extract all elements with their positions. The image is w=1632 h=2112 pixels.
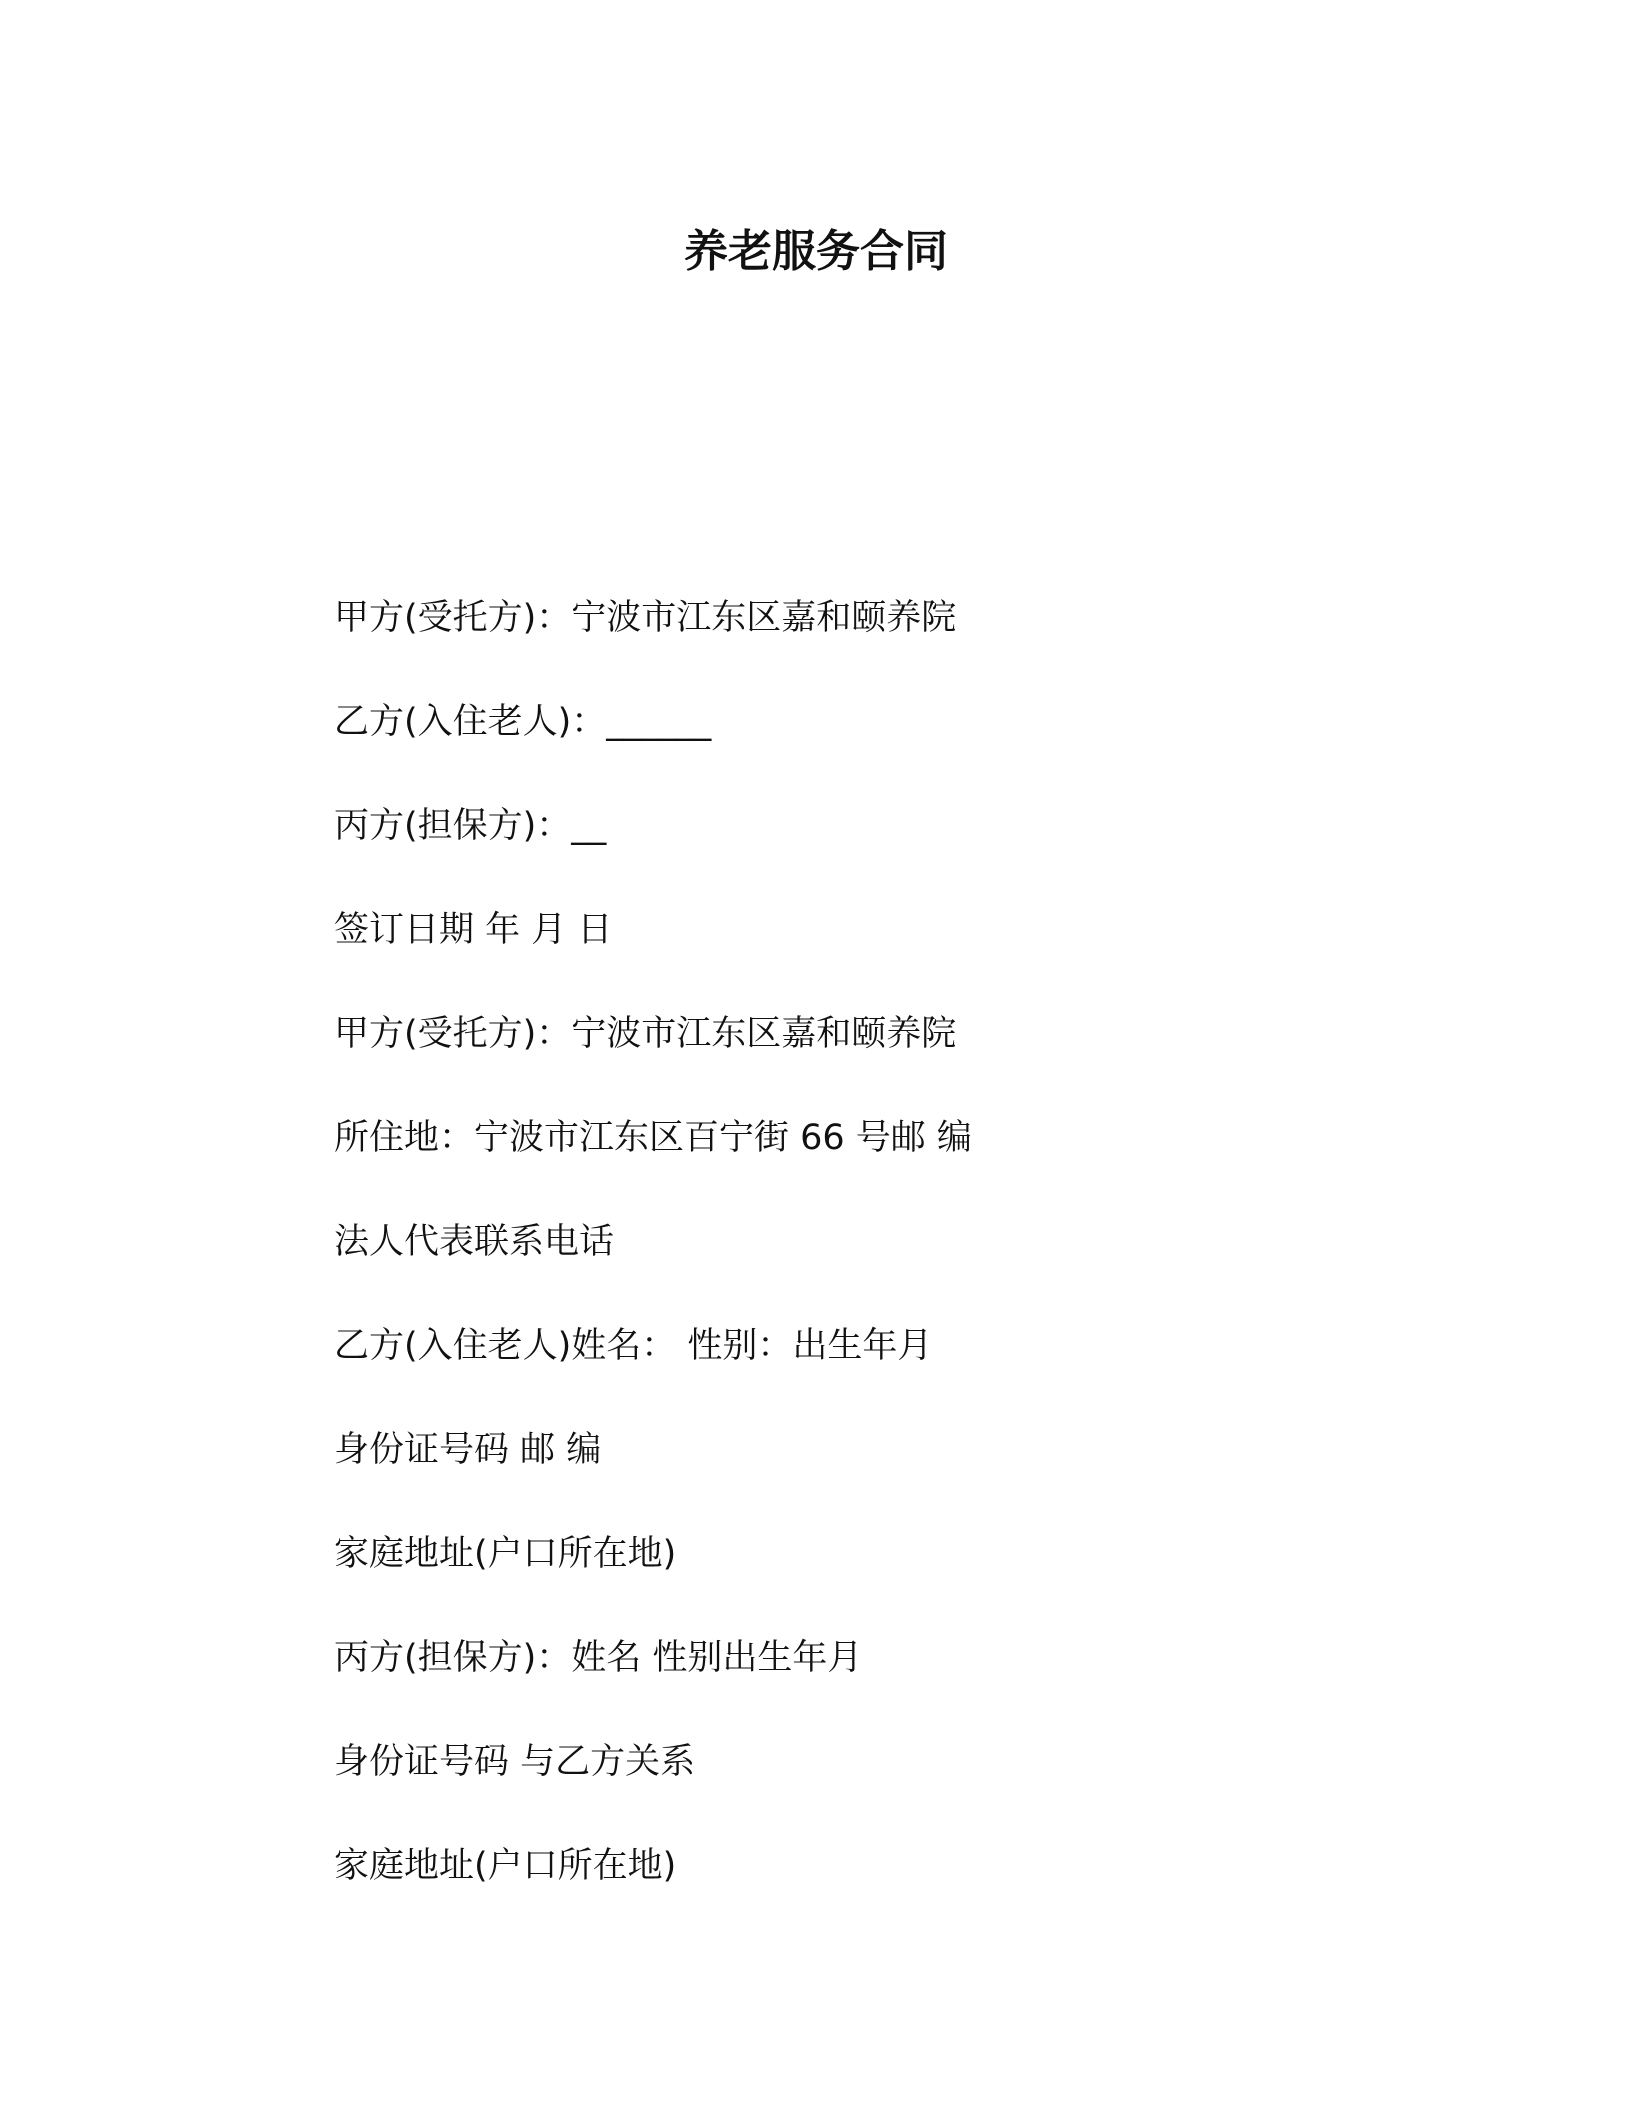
party-b-line: 乙方(入住老人)：______ [334, 702, 712, 742]
document-title: 养老服务合同 [684, 226, 948, 277]
party-c-details-line: 丙方(担保方)：姓名 性别出生年月 [334, 1638, 863, 1678]
party-c-line: 丙方(担保方)：__ [334, 806, 607, 846]
party-a-line: 甲方(受托方)：宁波市江东区嘉和颐养院 [334, 598, 957, 638]
party-b-id-postcode-line: 身份证号码 邮 编 [334, 1430, 602, 1470]
signing-date-line: 签订日期 年 月 日 [334, 910, 613, 950]
legal-rep-phone-line: 法人代表联系电话 [334, 1222, 615, 1262]
party-c-home-address-line: 家庭地址(户口所在地) [334, 1846, 677, 1886]
party-b-home-address-line: 家庭地址(户口所在地) [334, 1534, 677, 1574]
contract-info-lines [334, 594, 1534, 1946]
party-b-details-line: 乙方(入住老人)姓名： 性别：出生年月 [334, 1326, 933, 1366]
party-c-id-relationship-line: 身份证号码 与乙方关系 [334, 1742, 696, 1782]
address-postcode-line: 所住地：宁波市江东区百宁街 66 号邮 编 [334, 1118, 972, 1158]
party-a-details-line: 甲方(受托方)：宁波市江东区嘉和颐养院 [334, 1014, 957, 1054]
